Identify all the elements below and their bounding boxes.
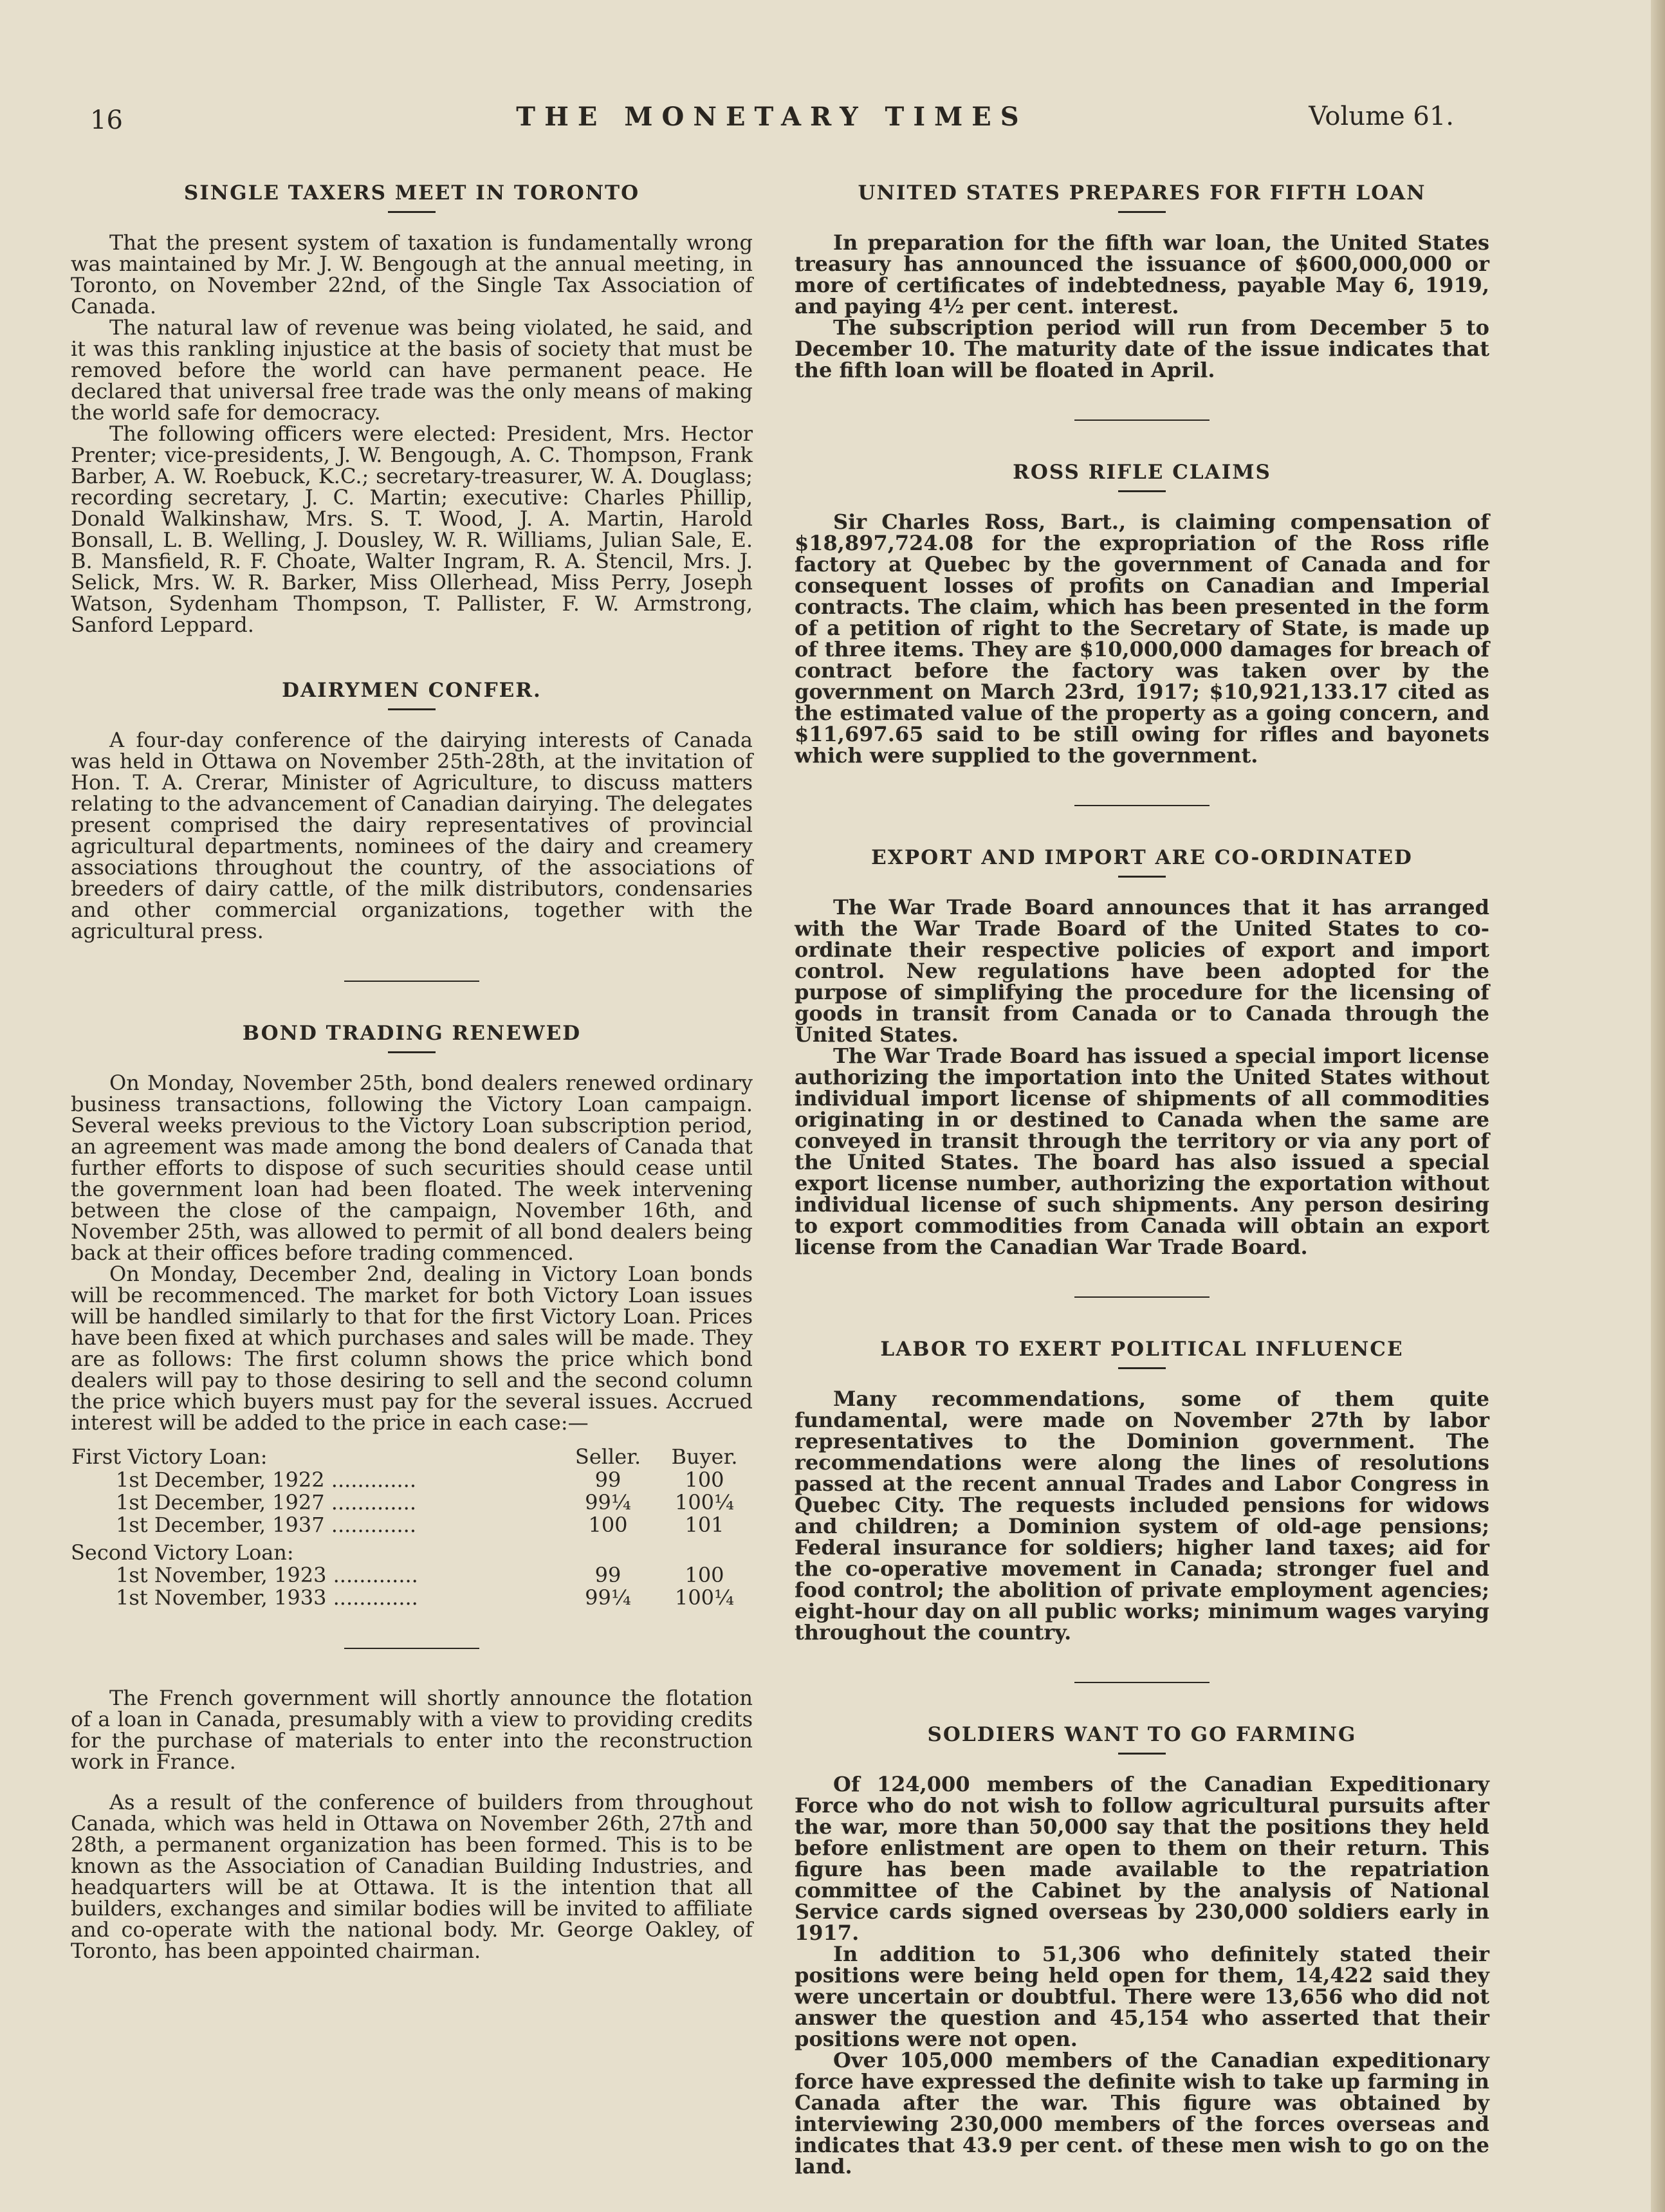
title-rule bbox=[388, 1051, 436, 1053]
article-bond-trading bbox=[71, 1020, 753, 1609]
title-rule bbox=[1118, 211, 1166, 213]
article-paragraph: On Monday, December 2nd, dealing in Victory Loan bonds will be recommenced. The market for both Victory Loan issues will be handled similarly to that for the first Victory Loan. Prices have been fixed at which purchases and sales will be made. They are as follows: The first column shows the price which bond dealers will pay to those desiring to sell and the second column the price which buyers must pay for the several issues. Accrued interest will be added to the price in each case:— bbox=[71, 1262, 753, 1435]
article-single-taxers bbox=[71, 180, 753, 636]
article-paragraph: The War Trade Board has issued a special import license authorizing the importation into the United States without individual import license of shipments of all commodities originating in or destined to Canada when the same are conveyed in transit through the territory or via any port of the United States. The board has also issued a special export license number, authorizing the exportation without individual license of such shipments. Any person desiring to export commodities from Canada will obtain an export license from the Canadian War Trade Board. bbox=[795, 1044, 1489, 1259]
section-separator bbox=[1074, 805, 1210, 806]
page-header bbox=[90, 97, 1454, 142]
table-row bbox=[71, 1514, 753, 1536]
title-rule bbox=[1118, 1367, 1166, 1369]
issue-label: 1st November, 1933 ............. bbox=[116, 1585, 418, 1610]
article-paragraph: As a result of the conference of builders from throughout Canada, which was held in Ottawa on November 26th, 27th and 28th, a permanent organization has been formed. This is to be known as the Association of Canadian Building Industries, and headquarters will be at Ottawa. It is the intention that all builders, exchanges and similar bodies will be invited to affiliate and co-operate with the national body. Mr. George Oakley, of Toronto, has been appointed chairman. bbox=[71, 1790, 753, 1963]
right-column bbox=[795, 180, 1489, 2177]
table-row bbox=[71, 1491, 753, 1514]
article-labor bbox=[795, 1336, 1489, 1643]
article-french-loan bbox=[71, 1688, 753, 1773]
section-separator bbox=[1074, 1296, 1210, 1298]
article-paragraph: A four-day conference of the dairying interests of Canada was held in Ottawa on November 25th-28th, at the invitation of Hon. T. A. Crerar, Minister of Agriculture, to discuss matters relating to the advancement of Canadian dairying. The delegates present comprised the dairy representatives of provincial agricultural departments, nominees of the dairy and creamery associations throughout the country, of the associations of breeders of dairy cattle, of the milk distributors, condensaries and other commercial organizations, together with the agricultural press. bbox=[71, 728, 753, 943]
article-dairymen bbox=[71, 677, 753, 942]
seller-price: 99¼ bbox=[585, 1585, 631, 1610]
article-paragraph: In preparation for the fifth war loan, the United States treasury has announced the issuance of $600,000,000 or more of certificates of indebtedness, payable May 6, 1919, and paying 4½ per cent. interest. bbox=[795, 230, 1489, 318]
article-paragraph: The War Trade Board announces that it has arranged with the War Trade Board of the United States to co-ordinate their respective policies of export and import control. New regulations have been adopted for the purpose of simplifying the procedure for the licensing of goods in transit from Canada or to Canada through the United States. bbox=[795, 895, 1489, 1047]
section-separator bbox=[1074, 419, 1210, 421]
article-soldiers bbox=[795, 1722, 1489, 2177]
article-title: SINGLE TAXERS MEET IN TORONTO bbox=[183, 181, 640, 205]
table-row bbox=[71, 1564, 753, 1587]
seller-price: 99¼ bbox=[585, 1490, 631, 1515]
bond-price-table bbox=[71, 1445, 753, 1609]
page-edge bbox=[1651, 0, 1665, 2212]
section-separator bbox=[344, 981, 479, 982]
article-paragraph: The natural law of revenue was being violated, he said, and it was this rankling injustice at the basis of society that must be removed before the world can have permanent peace. He declared that universal free trade was the only means of making the world safe for democracy. bbox=[71, 315, 753, 425]
section-separator bbox=[344, 1648, 479, 1649]
article-paragraph: On Monday, November 25th, bond dealers renewed ordinary business transactions, following the Victory Loan campaign. Several weeks previous to the Victory Loan subscription period, an agreement was made among the bond dealers of Canada that further efforts to dispose of such securities should cease until the government loan had been floated. The week intervening between the close of the campaign, November 16th, and November 25th, was allowed to permit of all bond dealers being back at their offices before trading commenced. bbox=[71, 1071, 753, 1265]
title-rule bbox=[388, 708, 436, 710]
title-rule bbox=[388, 211, 436, 213]
article-title: EXPORT AND IMPORT ARE CO-ORDINATED bbox=[871, 846, 1413, 869]
table-row bbox=[71, 1469, 753, 1491]
page-number: 16 bbox=[90, 106, 123, 135]
article-paragraph: The subscription period will run from December 5 to December 10. The maturity date of the issue indicates that the fifth loan will be floated in April. bbox=[795, 315, 1489, 382]
article-title: BOND TRADING RENEWED bbox=[242, 1022, 582, 1045]
table-group-row bbox=[71, 1536, 753, 1564]
buyer-price: 100 bbox=[685, 1563, 724, 1587]
article-builders bbox=[71, 1792, 753, 1962]
issue-label: 1st December, 1937 ............. bbox=[116, 1513, 416, 1537]
table-header-row bbox=[71, 1445, 753, 1469]
article-export-import bbox=[795, 845, 1489, 1258]
article-title: LABOR TO EXERT POLITICAL INFLUENCE bbox=[880, 1338, 1404, 1361]
article-paragraph: Of 124,000 members of the Canadian Expeditionary Force who do not wish to follow agricultural pursuits after the war, more than 50,000 say that the positions they held before enlistment are open to them on their return. This figure has been made available to the repatriation committee of the Cabinet by the analysis of National Service cards signed overseas by 230,000 soldiers early in 1917. bbox=[795, 1772, 1489, 1945]
table-row bbox=[71, 1587, 753, 1609]
left-column bbox=[71, 180, 753, 1962]
article-title: DAIRYMEN CONFER. bbox=[282, 679, 542, 702]
seller-price: 100 bbox=[588, 1513, 628, 1537]
seller-price: 99 bbox=[594, 1563, 621, 1587]
article-title: ROSS RIFLE CLAIMS bbox=[1013, 461, 1271, 484]
section-separator bbox=[1074, 1682, 1210, 1683]
article-paragraph: In addition to 51,306 who definitely stated their positions were being held open for them, 14,422 said they were uncertain or doubtful. There were 13,656 who did not answer the question and 45,154 who asserted that their positions were not open. bbox=[795, 1942, 1489, 2051]
article-fifth-loan bbox=[795, 180, 1489, 381]
article-paragraph: Sir Charles Ross, Bart., is claiming compensation of $18,897,724.08 for the expropriation of the Ross rifle factory at Quebec by the government of Canada and for consequent losses of profits on Canadian and Imperial contracts. The claim, which has been presented in the form of a petition of right to the Secretary of State, is made up of three items. They are $10,000,000 damages for breach of contract before the factory was taken over by the government on March 23rd, 1917; $10,921,133.17 cited as the estimated value of the property as a going concern, and $11,697.65 said to be still owing for rifles and bayonets which were supplied to the government. bbox=[795, 510, 1489, 768]
seller-price: 99 bbox=[594, 1468, 621, 1492]
article-paragraph: The French government will shortly announce the flotation of a loan in Canada, presumably with a view to providing credits for the purchase of materials to enter into the reconstruction work in France. bbox=[71, 1686, 753, 1774]
column-header-seller: Seller. bbox=[575, 1444, 641, 1469]
title-rule bbox=[1118, 490, 1166, 492]
column-header-buyer: Buyer. bbox=[671, 1444, 738, 1469]
group-name: First Victory Loan: bbox=[71, 1444, 268, 1469]
journal-title: THE MONETARY TIMES bbox=[516, 102, 1028, 132]
group-name: Second Victory Loan: bbox=[71, 1540, 294, 1565]
article-ross-rifle bbox=[795, 459, 1489, 766]
article-title: UNITED STATES PREPARES FOR FIFTH LOAN bbox=[858, 181, 1426, 205]
article-title: SOLDIERS WANT TO GO FARMING bbox=[927, 1723, 1357, 1746]
article-paragraph: That the present system of taxation is fundamentally wrong was maintained by Mr. J. W. Bengough at the annual meeting, in Toronto, on November 22nd, of the Single Tax Association of Canada. bbox=[71, 230, 753, 318]
buyer-price: 100¼ bbox=[674, 1490, 735, 1515]
article-paragraph: The following officers were elected: President, Mrs. Hector Prenter; vice-presidents, J. W. Bengough, A. C. Thompson, Frank Barber, A. W. Roebuck, K.C.; secretary-treasurer, W. A. Douglass; recording secretary, J. C. Martin; executive: Charles Phillip, Donald Walkinshaw, Mrs. S. T. Wood, J. A. Martin, Harold Bonsall, L. B. Welling, J. Dousley, W. R. Williams, Julian Sale, E. B. Mansfield, R. F. Choate, Walter Ingram, R. A. Stencil, Mrs. J. Selick, Mrs. W. R. Barker, Miss Ollerhead, Miss Perry, Joseph Watson, Sydenham Thompson, T. Pallister, F. W. Armstrong, Sanford Leppard. bbox=[71, 421, 753, 637]
volume-label: Volume 61. bbox=[1309, 102, 1454, 131]
buyer-price: 100 bbox=[685, 1468, 724, 1492]
title-rule bbox=[1118, 876, 1166, 878]
issue-label: 1st December, 1927 ............. bbox=[116, 1490, 416, 1515]
title-rule bbox=[1118, 1753, 1166, 1755]
issue-label: 1st December, 1922 ............. bbox=[116, 1468, 416, 1492]
buyer-price: 100¼ bbox=[674, 1585, 735, 1610]
issue-label: 1st November, 1923 ............. bbox=[116, 1563, 418, 1587]
article-paragraph: Over 105,000 members of the Canadian expeditionary force have expressed the definite wish to take up farming in Canada after the war. This figure was obtained by interviewing 230,000 members of the forces overseas and indicates that 43.9 per cent. of these men wish to go on the land. bbox=[795, 2048, 1489, 2179]
article-paragraph: Many recommendations, some of them quite fundamental, were made on November 27th by labor representatives to the Dominion government. The recommendations were along the lines of resolutions passed at the recent annual Trades and Labor Congress in Quebec City. The requests included pensions for widows and children; a Dominion system of old-age pensions; Federal insurance for soldiers; higher land taxes; aid for the co-operative movement in Canada; stronger fuel and food control; the abolition of private employment agencies; eight-hour day on all public works; minimum wages varying throughout the country. bbox=[795, 1387, 1489, 1645]
buyer-price: 101 bbox=[685, 1513, 724, 1537]
